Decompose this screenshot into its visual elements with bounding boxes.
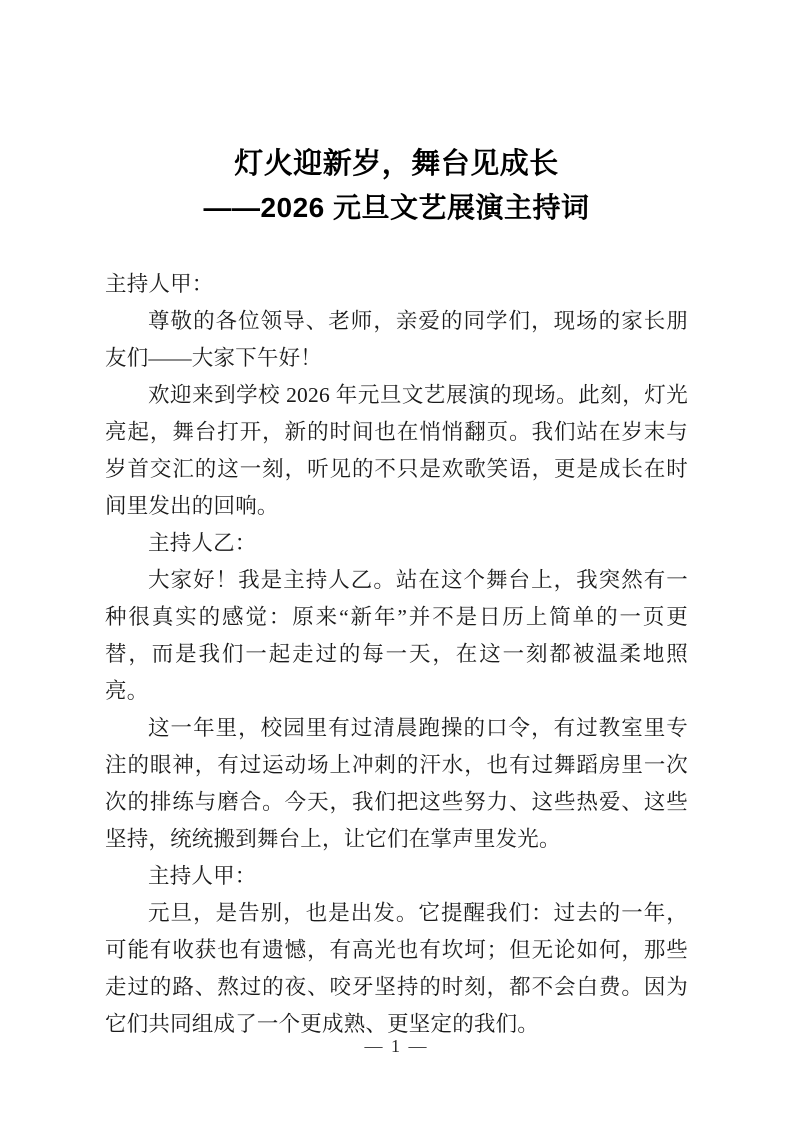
title-block	[105, 142, 688, 230]
body-paragraph: 这一年里，校园里有过清晨跑操的口令，有过教室里专注的眼神，有过运动场上冲刺的汗水，也有过舞蹈房里一次次的排练与磨合。今天，我们把这些努力、这些热爱、这些坚持，统统搬到舞台上，让它们在掌声里发光。	[105, 716, 688, 851]
body-paragraph: 大家好！我是主持人乙。站在这个舞台上，我突然有一种很真实的感觉：原来“新年”并不是日历上简单的一页更替，而是我们一起走过的每一天，在这一刻都被温柔地照亮。	[105, 568, 688, 703]
document-body	[105, 266, 688, 1043]
page-number-footer: — 1 —	[364, 1036, 429, 1056]
page-subtitle: ——2026 元旦文艺展演主持词	[203, 192, 590, 223]
speaker-label: 主持人甲：	[105, 272, 214, 296]
body-paragraph: 尊敬的各位领导、老师，亲爱的同学们，现场的家长朋友们——大家下午好！	[105, 309, 688, 370]
page-title: 灯火迎新岁，舞台见成长	[234, 148, 559, 180]
body-paragraph: 元旦，是告别，也是出发。它提醒我们：过去的一年，可能有收获也有遗憾，有高光也有坎坷；但无论如何，那些走过的路、熬过的夜、咬牙坚持的时刻，都不会白费。因为它们共同组成了一个更成熟、更坚定的我们。	[105, 901, 688, 1036]
body-paragraph: 欢迎来到学校 2026 年元旦文艺展演的现场。此刻，灯光亮起，舞台打开，新的时间也在悄悄翻页。我们站在岁末与岁首交汇的这一刻，听见的不只是欢歌笑语，更是成长在时间里发出的回响。	[105, 383, 688, 518]
speaker-label: 主持人乙：	[148, 531, 257, 555]
speaker-label: 主持人甲：	[148, 864, 257, 888]
